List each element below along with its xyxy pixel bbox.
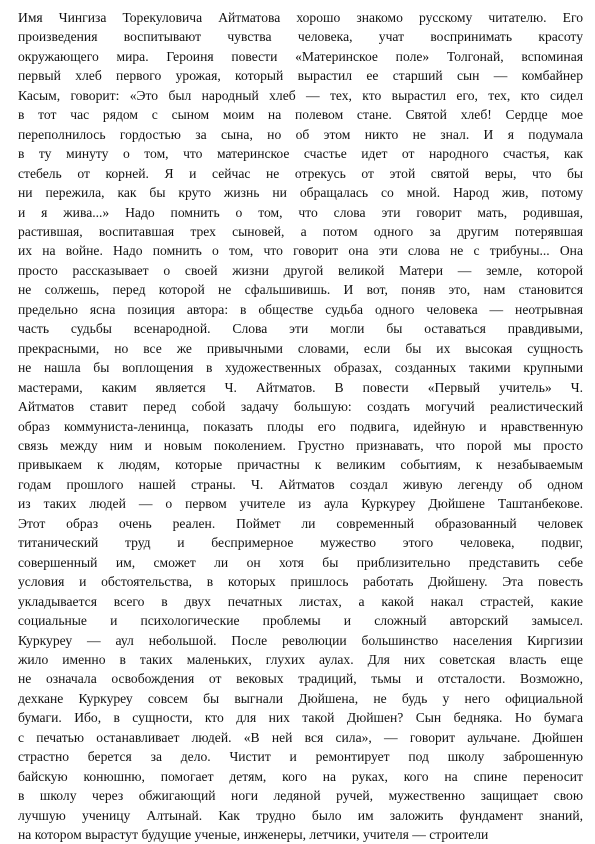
- text-line: растившая, воспитавшая трех сыновей, а потом одного за другим потерявшая: [18, 223, 583, 239]
- text-line: страстно берется за дело. Чистит и ремонтирует под школу заброшенную: [18, 749, 583, 765]
- text-line: Этот образ очень реален. Поймет ли современный образованный человек: [18, 515, 583, 531]
- text-line: связь между ним и новым поколением. Грустно признавать, что порой мы просто: [18, 437, 583, 453]
- text-line: титанический труд и беспримерное мужество этого человека, подвиг,: [18, 535, 583, 551]
- text-line: условия и обстоятельства, в которых пришлось работать Дюйшену. Эта повесть: [18, 574, 583, 590]
- text-line: в тот час рядом с сыном моим на полевом стане. Святой хлеб! Сердце мое: [18, 107, 583, 123]
- text-line: байскую конюшню, помогает детям, кого на руках, кого на спине переносит: [18, 768, 583, 784]
- text-line: дехкане Куркуреу совсем бы выгнали Дюйшена, не будь у него официальной: [18, 690, 583, 706]
- text-line: предельно ясна позиция автора: в обществе судьба одного человека — неотрывная: [18, 301, 583, 317]
- text-line: окружающего мира. Героиня повести «Материнское поле» Толгонай, вспоминая: [18, 48, 583, 64]
- essay-text: [18, 8, 583, 844]
- text-line: из таких людей — о первом учителе из аула Куркуреу Дюйшене Таштанбекове.: [18, 496, 583, 512]
- text-line: мастерами, каким является Ч. Айтматов. В повести «Первый учитель» Ч.: [18, 379, 583, 395]
- text-line: совершенный им, сможет ли он хотя бы приблизительно представить себе: [18, 554, 583, 570]
- text-line: не нашла бы воплощения в художественных образах, созданных такими крупными: [18, 360, 583, 376]
- text-line: ни пережила, как бы круто жизнь ни обращалась со мной. Народ жив, потому: [18, 185, 583, 201]
- text-line: Айтматов ставит перед собой задачу большую: создать могучий реалистический: [18, 399, 583, 415]
- text-line: в школу через обжигающий ноги ледяной ручей, мужественно защищает свою: [18, 788, 583, 804]
- text-line: переполнилось гордостью за сына, но об этом никто не знал. И я подумала: [18, 126, 583, 142]
- text-line: прекрасными, но все же привычными словами, если бы их высокая сущность: [18, 340, 583, 356]
- text-line: Имя Чингиза Торекуловича Айтматова хорошо знакомо русскому читателю. Его: [18, 10, 583, 25]
- text-line: и я жива...» Надо помнить о том, что слова эти говорит мать, родившая,: [18, 204, 583, 220]
- text-line: стебель от корней. Я и сейчас не отрекусь от этой святой веры, что бы: [18, 165, 583, 181]
- text-line: привыкаем к людям, которые причастны к великим событиям, к незабываемым: [18, 457, 583, 473]
- text-line: социальные и психологические проблемы и сложный авторский замысел.: [18, 613, 583, 629]
- text-line: не означала освобождения от вековых традиций, тьмы и отсталости. Возможно,: [18, 671, 583, 687]
- text-line: укладывается всего в двух печатных листах, а какой накал страстей, какие: [18, 593, 583, 609]
- text-line: с печатью останавливает людей. «В ней вся сила», — говорит аульчане. Дюйшен: [18, 729, 583, 745]
- text-line: годам прошлого нашей страны. Ч. Айтматов создал живую легенду об одном: [18, 476, 583, 492]
- text-line: бумаги. Ибо, в сущности, кто для них такой Дюйшен? Сын бедняка. Но бумага: [18, 710, 583, 726]
- text-line: часть судьбы всенародной. Слова эти могли бы оставаться правдивыми,: [18, 321, 583, 337]
- text-line: Касым, говорит: «Это был народный хлеб — тех, кто вырастил его, тех, кто сидел: [18, 87, 583, 103]
- text-line: лучшую ученицу Алтынай. Как трудно было им заложить фундамент знаний,: [18, 807, 583, 823]
- text-line: на котором вырастут будущие ученые, инженеры, летчики, учителя — строители: [18, 827, 489, 843]
- text-line: жило именно в таких маленьких, глухих аулах. Для них советская власть еще: [18, 651, 583, 667]
- text-line: образ коммуниста-ленинца, показать плоды его подвига, идейную и нравственную: [18, 418, 583, 434]
- text-line: Куркуреу — аул небольшой. После революции большинство населения Киргизии: [18, 632, 583, 648]
- text-line: первый хлеб первого урожая, который вырастил ее старший сын — комбайнер: [18, 68, 583, 84]
- text-line: их на войне. Надо помнить о том, что говорит она эти слова не с трибуны... Она: [18, 243, 583, 259]
- text-line: в ту минуту о том, что материнское счастье идет от народного счастья, как: [18, 146, 583, 162]
- text-line: не солжешь, перед которой не сфальшивишь. И вот, поняв это, нам становится: [18, 282, 583, 298]
- text-line: произведения воспитывают чувства человека, учат воспринимать красоту: [18, 29, 583, 45]
- text-line: просто рассказывает о своей жизни другой великой Матери — земле, которой: [18, 262, 583, 278]
